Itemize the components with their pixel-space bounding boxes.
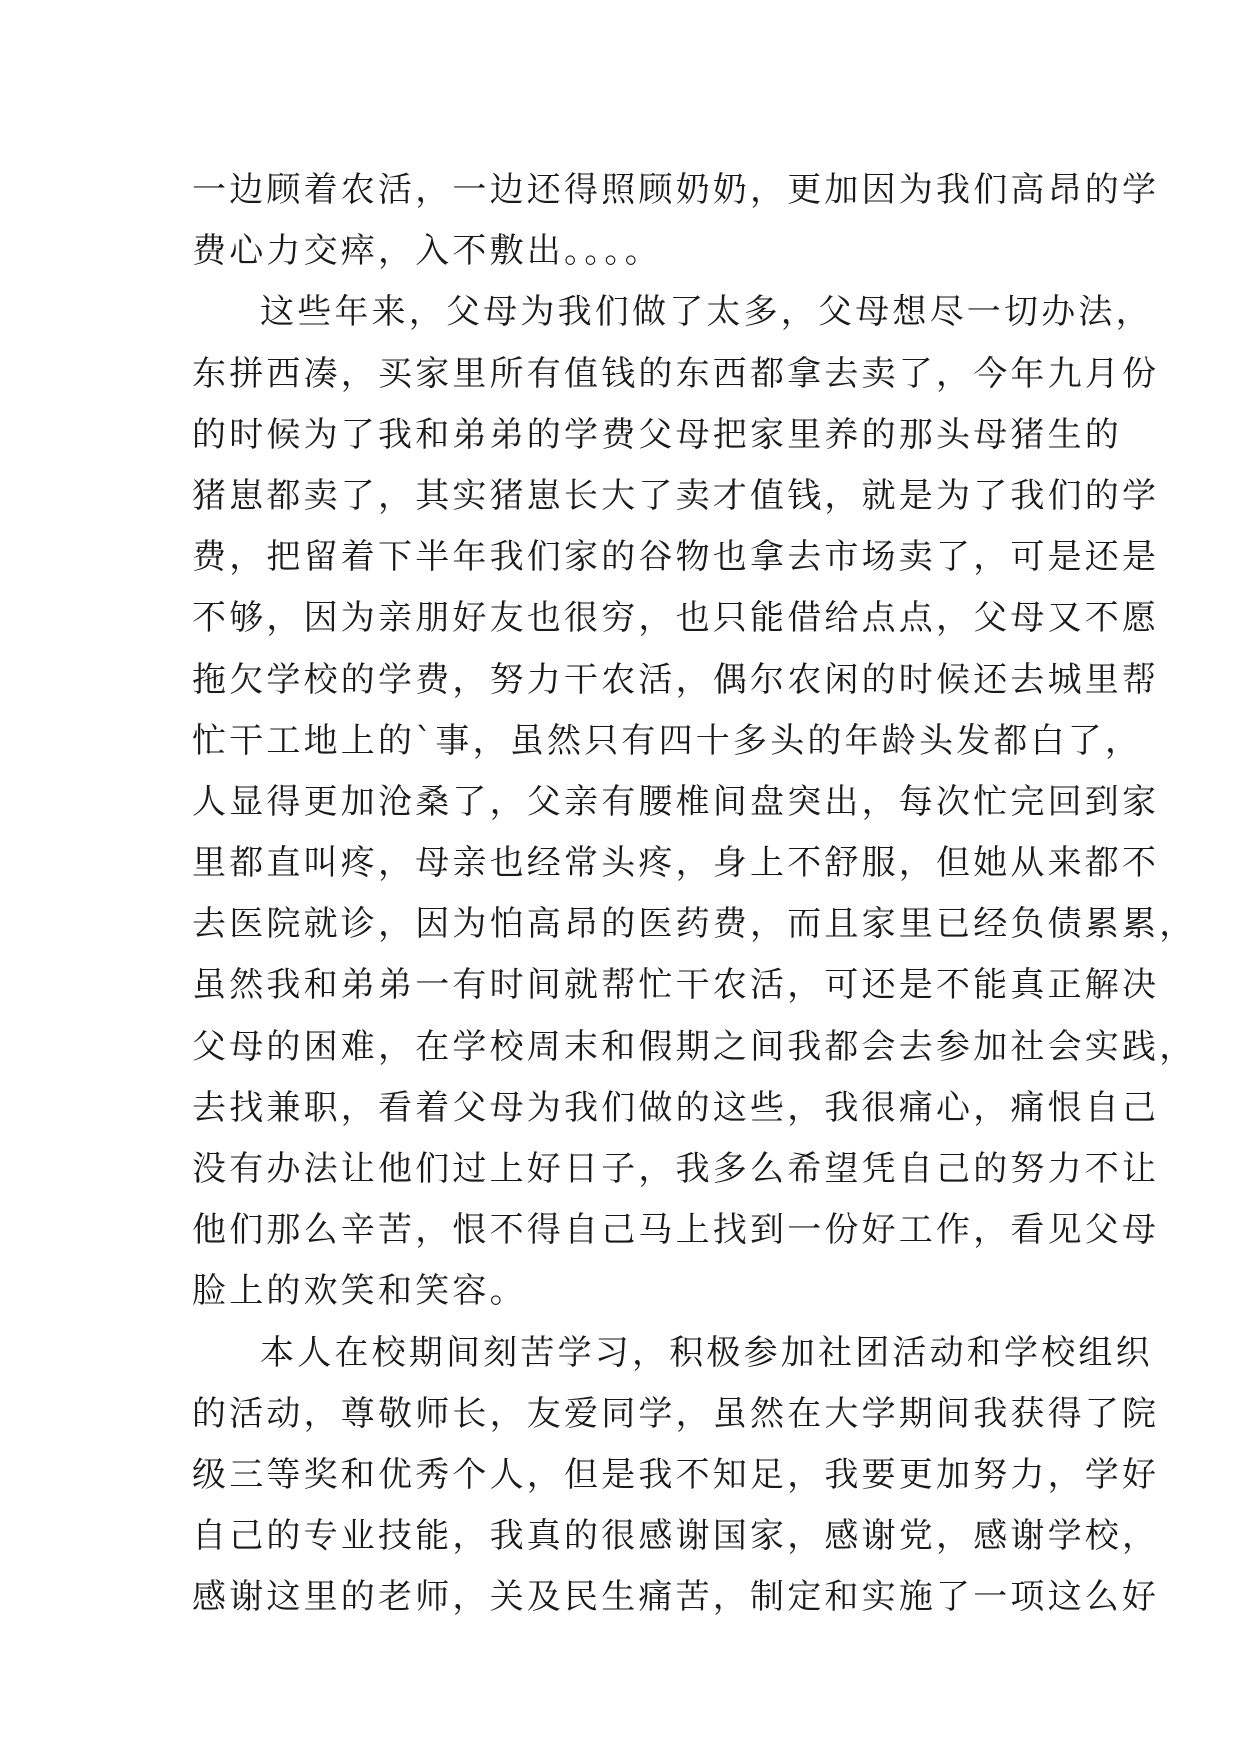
text-line: 猪崽都卖了，其实猪崽长大了卖才值钱，就是为了我们的学 [192, 475, 1160, 516]
paragraph-start-line: 本人在校期间刻苦学习，积极参加社团活动和学校组织 [260, 1332, 1153, 1373]
text-line: 去医院就诊，因为怕高昂的医药费，而且家里已经负债累累， [192, 904, 1197, 945]
text-line: 里都直叫疼，母亲也经常头疼，身上不舒服，但她从来都不 [192, 843, 1160, 884]
text-line: 没有办法让他们过上好日子，我多么希望凭自己的努力不让 [192, 1149, 1160, 1189]
text-line: 自己的专业技能，我真的很感谢国家，感谢党，感谢学校， [192, 1516, 1160, 1557]
paragraph-start-line: 这些年来，父母为我们做了太多，父母想尽一切办法， [260, 292, 1153, 333]
text-line: 的活动，尊敬师长，友爱同学，虽然在大学期间我获得了院 [192, 1393, 1160, 1434]
text-line: 忙干工地上的`事，虽然只有四十多头的年龄头发都白了， [192, 720, 1143, 761]
text-line: 的时候为了我和弟弟的学费父母把家里养的那头母猪生的 [192, 414, 1122, 455]
body-text [192, 160, 1197, 1629]
text-line: 不够，因为亲朋好友也很穷，也只能借给点点，父母又不愿 [192, 598, 1160, 639]
text-line: 感谢这里的老师，关及民生痛苦，制定和实施了一项这么好 [192, 1577, 1160, 1618]
text-line: 人显得更加沧桑了，父亲有腰椎间盘突出，每次忙完回到家 [192, 781, 1160, 822]
text-line: 父母的困难，在学校周末和假期之间我都会去参加社会实践， [192, 1026, 1197, 1067]
text-line: 费心力交瘁，入不敷出。。。。 [192, 231, 662, 272]
text-line: 去找兼职，看着父母为我们做的这些，我很痛心，痛恨自己 [192, 1087, 1160, 1128]
text-line: 脸上的欢笑和笑容。 [192, 1271, 527, 1312]
text-line: 拖欠学校的学费，努力干农活，偶尔农闲的时候还去城里帮 [192, 659, 1160, 700]
text-line: 一边顾着农活，一边还得照顾奶奶，更加因为我们高昂的学 [192, 170, 1160, 210]
text-line: 他们那么辛苦，恨不得自己马上找到一份好工作，看见父母 [192, 1210, 1160, 1251]
text-line: 虽然我和弟弟一有时间就帮忙干农活，可还是不能真正解决 [192, 965, 1160, 1006]
text-line: 东拼西凑，买家里所有值钱的东西都拿去卖了，今年九月份 [192, 353, 1160, 394]
text-line: 级三等奖和优秀个人，但是我不知足，我要更加努力，学好 [192, 1454, 1160, 1495]
text-line: 费，把留着下半年我们家的谷物也拿去市场卖了，可是还是 [192, 537, 1160, 578]
